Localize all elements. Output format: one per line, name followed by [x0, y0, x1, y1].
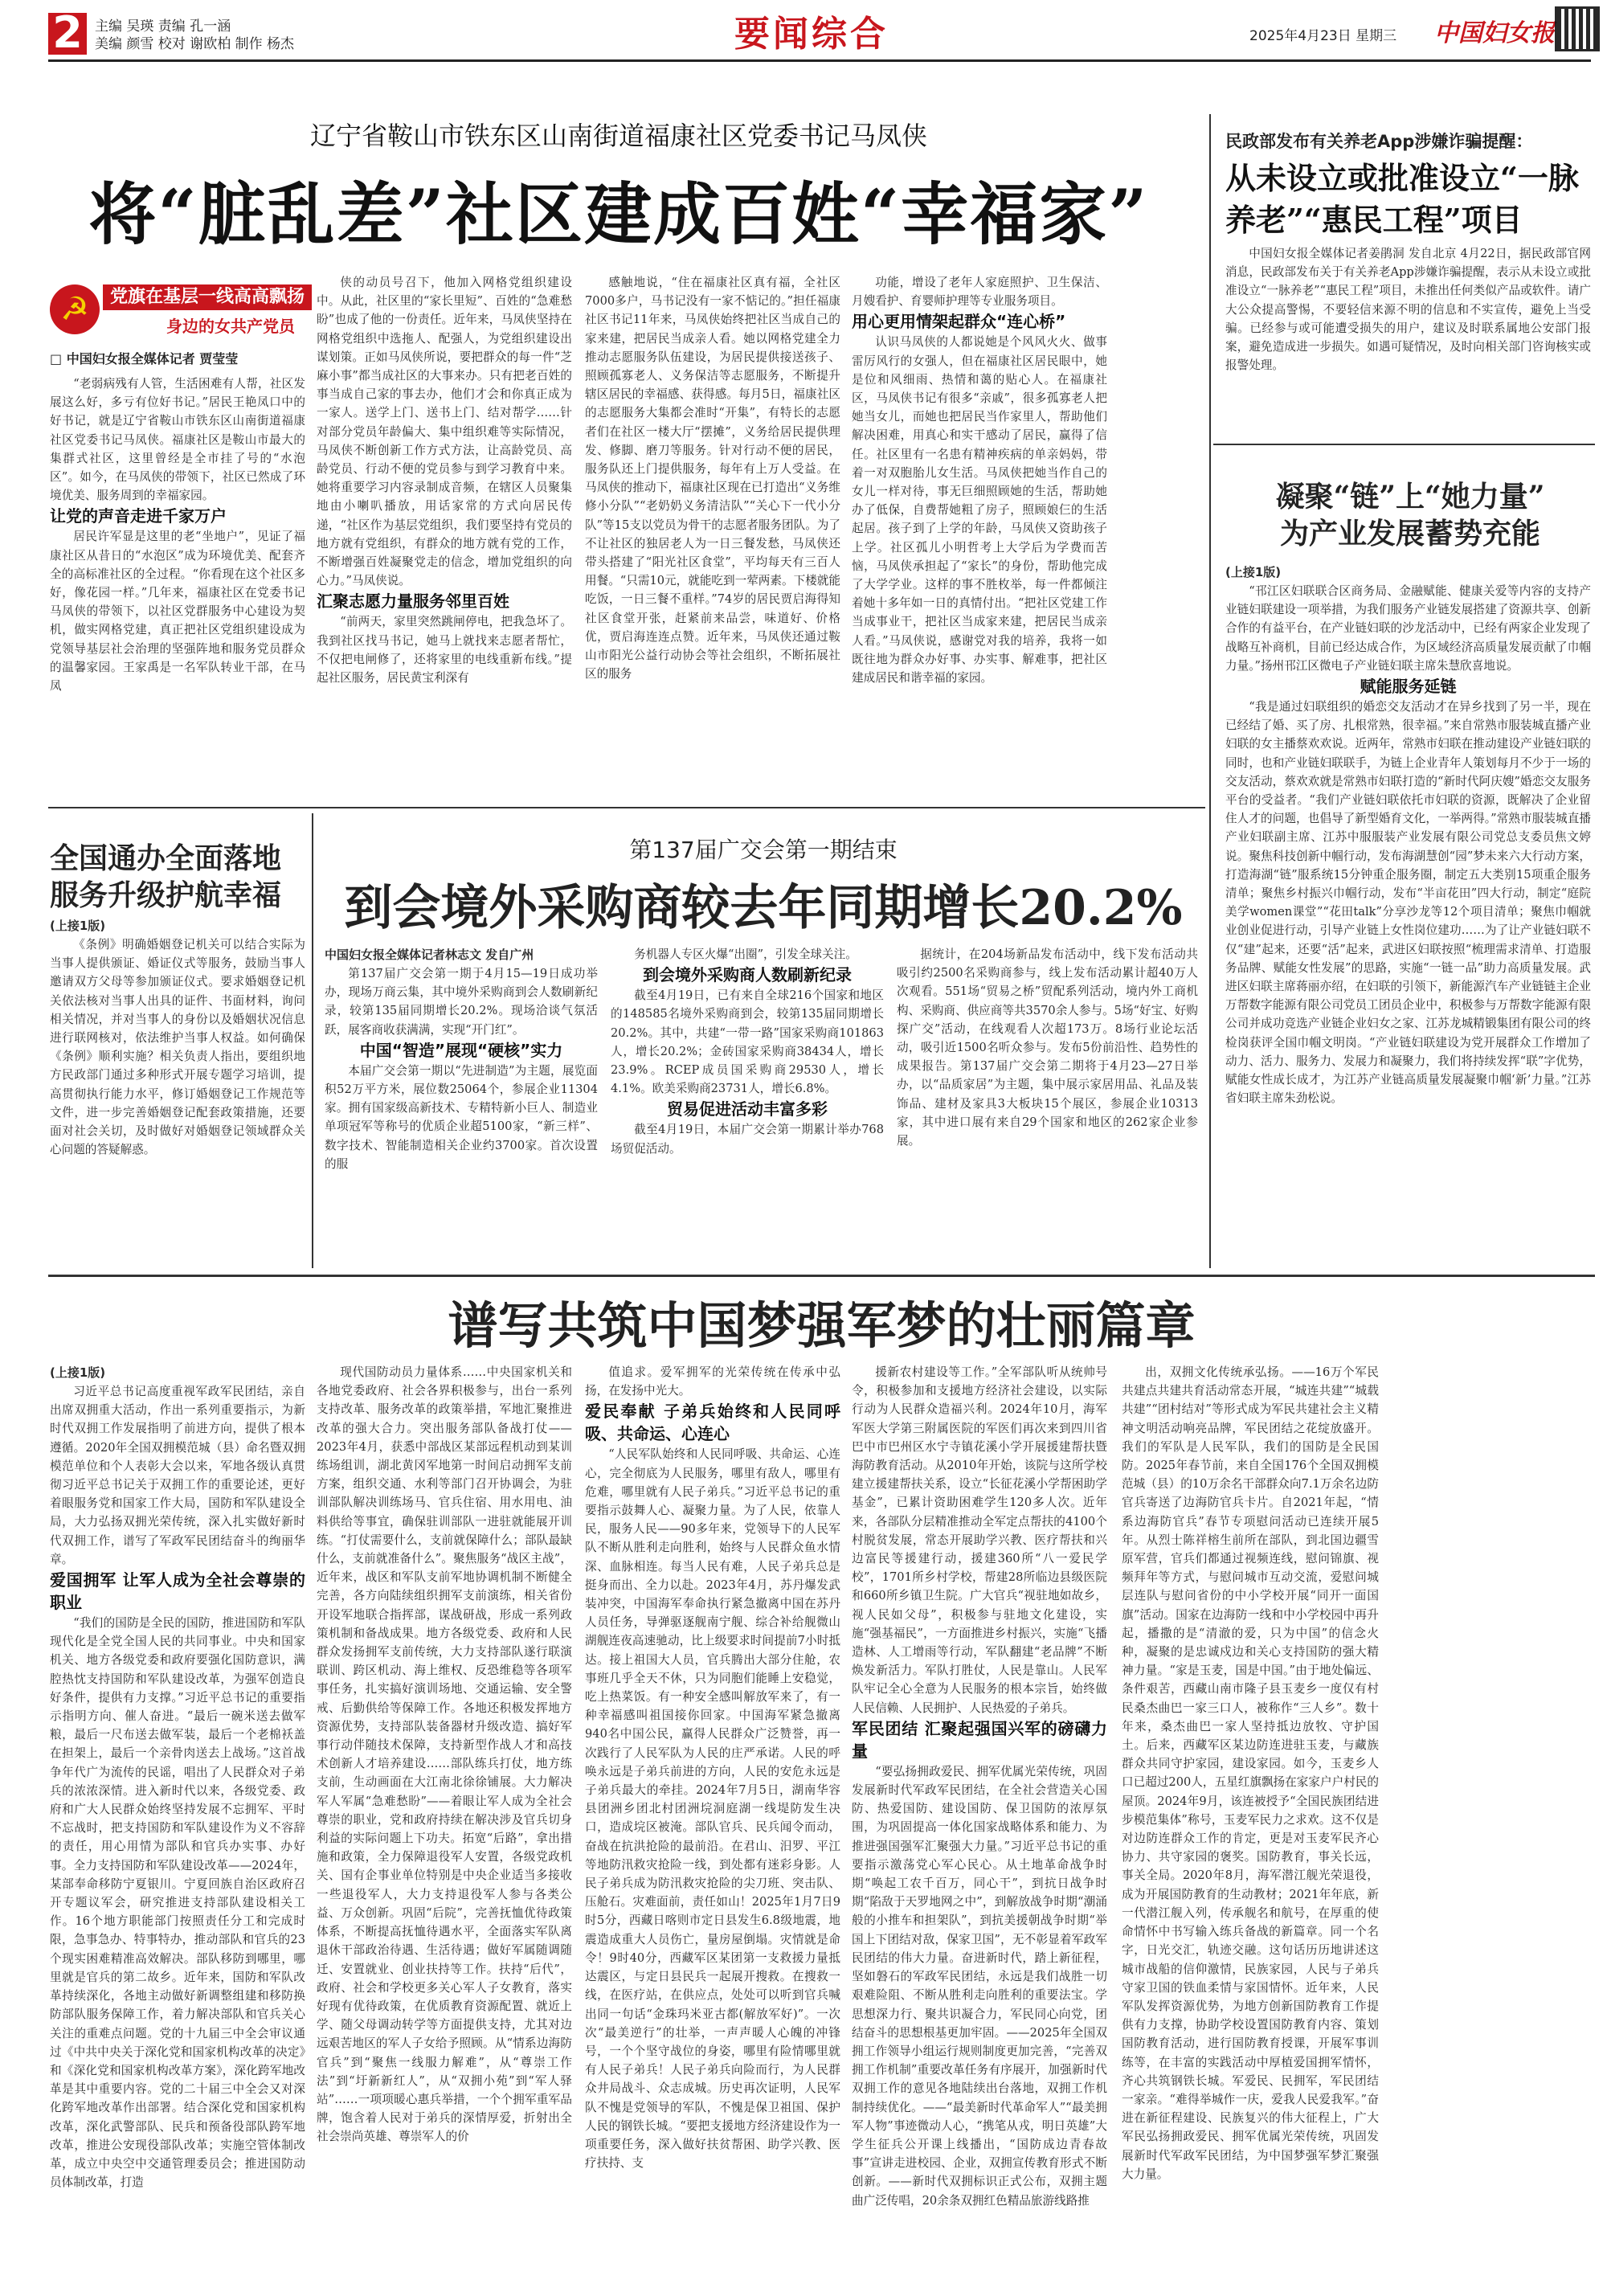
article5-kicker: 第137届广交会第一期结束 [629, 837, 898, 863]
paragraph: 中国妇女报全媒体记者姜鹃洞 发自北京 4月22日，据民政部官网消息，民政部发布关于有关养老App涉嫌诈骗提醒，表示从未设立或批准设立“一脉养老”“惠民工程”项目，未推出任何类似产品或软件。请广大公众提高警惕，不要轻信来源不明的信息和不实宣传，避免上当受骗。已经参与或可能遭受损失的用户，建议及时联系属地公安部门报案，避免造成进一步损失。如遇可疑情况，及时向相关部门咨询核实或报警处理。 [1225, 247, 1591, 373]
article1-byline: □ 中国妇女报全媒体记者 贾莹莹 [50, 351, 239, 366]
masthead-rule [48, 59, 1591, 62]
article6-column-3 [585, 1363, 840, 2287]
paragraph: 第137届广交会第一期于4月15—19日成功举办，现场万商云集，其中境外采购商到会人数刷新纪录，较第135届同期增长20.2%。现场洽谈气氛活跃，展客商收获满满，实现“开门红”。 [325, 967, 598, 1037]
paragraph: 援新农村建设等工作。”全军部队听从统帅号令，积极参加和支援地方经济社会建设，以实际行动为人民群众造福兴利。2024年10月，海军军医大学第三附属医院的军医们再次来到四川省巴中市巴州区水宁寺镇花溪小学开展援建帮扶暨海防教育活动。从2010年开始，该院与这所学校建立援建帮扶关系，设立“长征花溪小学帮困助学基金”，已累计资助困难学生120多人次。近年来，各部队分层精准推动全军定点帮扶的4100个村脱贫发展，常态开展助学兴教、医疗帮扶和兴边富民等援建行动，援建360所“八一爱民学校”，1701所乡村学校，帮建28所临边县级医院和660所乡镇卫生院。广大官兵“视驻地如故乡，视人民如父母”，积极参与驻地文化建设，实施“强基福民”，一方面推进乡村振兴，实施“飞播造林、人工增雨等行动，军队翻建“老品牌”不断焕发新活力。军队打胜仗，人民是靠山。人民军队牢记全心全意为人民服务的根本宗旨，始终做人民信赖、人民拥护、人民热爱的子弟兵。 [852, 1365, 1107, 1715]
page-number: 2 [52, 7, 83, 58]
paragraph: 《条例》明确婚姻登记机关可以结合实际为当事人提供颁证、婚证仪式等服务，鼓励当事人邀请双方父母等参加颁证仪式。要求婚姻登记机关依法核对当事人出具的证件、书面材料，询问相关情况，并对当事人的身份以及婚姻状况信息进行联网核对，依法维护当事人权益。如何确保《条例》顺利实施？相关负责人指出，要组织地方民政部门通过多种形式开展专题学习培训，提高贯彻执行能力水平，修订婚姻登记工作规范等文件，进一步完善婚姻登记配套政策措施，还要面对社会关切，及时做好对婚姻登记领域群众关心问题的答疑解惑。 [50, 938, 305, 1157]
paragraph: 习近平总书记高度重视军政军民团结，亲自出席双拥重大活动，作出一系列重要指示，为新时代双拥工作发展指明了前进方向，提供了根本遵循。2020年全国双拥模范城（县）命名暨双拥模范单位和个人表彰大会以来，军地各级认真贯彻习近平总书记关于双拥工作的重要论述，更好着眼服务党和国家工作大局，国防和军队建设全局，大力弘扬双拥光荣传统，深入扎实做好新时代双拥工作，谱写了军政军民团结奋斗的绚丽华章。 [50, 1385, 305, 1566]
party-emblem-icon: ☭ [50, 284, 100, 334]
subheading: 赋能服务延链 [1360, 677, 1457, 697]
article5-column-1 [325, 945, 598, 1270]
subheading: 到会境外采购商人数刷新纪录 [643, 965, 852, 985]
article4-body [50, 916, 305, 1270]
paragraph: 居民许军显是这里的老“坐地户”，见证了福康社区从昔日的“水泡区”成为环境优美、配套齐全的高标准社区的全过程。“你看现在这个社区多好，像花园一样。”几年来，福康社区在党委书记马凤侠的带领下，以社区党群服务中心建设为契机，做实网格党建，真正把社区党组织建设成为党领导基层社会治理的坚强阵地和服务党员群众的温馨家园。王家禹是一名军队转业干部，在马凤 [50, 530, 305, 694]
paragraph: “我们的国防是全民的国防，推进国防和军队现代化是全党全国人民的共同事业。中央和国家机关、地方各级党委和政府要强化国防意识，满腔热忱支持国防和军队建设改革，为强军创造良好条件，提供有力支撑。”习近平总书记的重要指示指明方向、催人奋进。“最后一碗米送去做军粮，最后一尺布送去做军装，最后一个老棉袄盖在担架上，最后一个亲骨肉送去上战场。”这首战争年代广为流传的民谣，唱出了人民群众对子弟兵的浓浓深情。进入新时代以来，各级党委、政府和广大人民群众始终坚持发展不忘拥军、平时不忘战时，把支持国防和军队建设作为义不容辞的责任，用心用情为部队和官兵办实事、办好事。全力支持国防和军队建设改革——2024年，某部奉命移防宁夏银川。宁夏回族自治区政府召开专题议军会，研究推进支持部队建设相关工作。16个地方职能部门按照责任分工和完成时限，急事急办、特事特办，推动部队和官兵的23个现实困难精准高效解决。部队移防到哪里，哪里就是官兵的第二故乡。近年来，国防和军队改革持续深化，各地主动做好新调整组建和移防换防部队服务保障工作，着力解决部队和官兵关心关注的重难点问题。党的十九届三中全会审议通过《中共中央关于深化党和国家机构改革的决定》和《深化党和国家机构改革方案》，深化跨军地改革是其中重要内容。党的二十届三中全会又对深化跨军地改革作出部署。结合深化党和国家机构改革，深化武警部队、民兵和预备役部队跨军地改革，推进公安现役部队改革；实施空管体制改革，成立中央空中交通管理委员会；推进国防动员体制改革，打造 [50, 1616, 305, 2190]
subheading: 军民团结 汇聚起强国兴军的磅礴力量 [852, 1718, 1107, 1761]
subheading: 爱国拥军 让军人成为全社会尊崇的职业 [50, 1570, 305, 1613]
article6-column-5 [1122, 1363, 1379, 2287]
article1-kicker: 辽宁省鞍山市铁东区山南街道福康社区党委书记马凤侠 [309, 121, 927, 151]
horizontal-rule [1213, 444, 1595, 445]
vertical-rule [312, 813, 313, 1268]
vertical-rule [1209, 114, 1211, 1268]
section-title: 要闻综合 [734, 14, 889, 55]
paragraph: 侠的动员号召下，他加入网格党组织建设中。从此，社区里的“家长里短”、百姓的“急难愁盼”也成了他的一份责任。近年来，马凤侠坚持在网格党组织中选拖人、配强人，为党组织建设出谋划策。正如马凤侠所说，要把群众的每一件“芝麻小事”都当成社区的大事来办。只有把老百姓的事当成自己家的事去办，他们才会和你真正成为一家人。送学上门、送书上门、结对帮学……针对部分党员年龄偏大、集中组织难等实际情况，马凤侠不断创新工作方式方法，让高龄党员、高龄党员、行动不便的党员参与到学习教育中来。她将重要学习内容录制成音频，在辖区人员聚集地由小喇叭播放，用话家常的方式向居民传递，“社区作为基层党组织，我们要坚持有党员的地方就有党组织，有群众的地方就有党的工作，不断增强百姓凝聚党走的信念，增加党组织的向心力。”马凤侠说。 [317, 276, 572, 588]
jump-label: (上接1版) [50, 919, 106, 933]
paragraph: 出，双拥文化传统承弘扬。——16万个军民共建点共建共育活动常态开展，“城连共建”“城载共建”“团村结对”等形式成为军民共建社会主义精神文明活动响亮品牌，军民团结之花绽放盛开。我们的军队是人民军队，我们的国防是全民国防。2025年春节前，来自全国176个全国双拥模范城（县）的10万余名干部群众向7.1万余名边防官兵寄送了边海防官兵卡片。自2021年起，“情系边海防官兵”春节专项慰问活动已连续开展5年。从烈士陈祥榕生前所在部队，到北国边疆雪原军营，官兵们都通过视频连线，慰问锦旗、视频拜年等方式，与慰问城市互动交流，爱慰问城层连队与慰问省份的中小学校开展“同开一面国旗”活动。国家在边海防一线和中小学校园中再升起，播撒的是“清澈的爱，只为中国”的信念火种，凝聚的是忠诚戍边和关心支持国防的强大精神力量。“家是玉麦，国是中国。”由于地处偏远、条件艰苦，西藏山南市隆子县玉麦乡一度仅有村民桑杰曲巴一家三口人，被称作“三人乡”。数十年来，桑杰曲巴一家人坚持抵边放牧、守护国土。后来，西藏军区某边防连进驻玉麦，与藏族群众共同守护家园，建设家园。如今，玉麦乡人口已超过200人，五星红旗飘扬在家家户户村民的屋顶。2024年9月，该连被授予“全国民族团结进步模范集体”称号，玉麦军民力之求欢。这不仅是对边防连群众工作的肯定，更是对玉麦军民齐心协力、共守家园的褒奖。国防教育，事关长远，事关全局。2020年8月，海军潜江舰光荣退役，成为开展国防教育的生动教材；2021年年底，新一代潜江舰入列，传承舰名和航号，在厚重的使命情怀中书写输入练兵备战的新篇章。同一个名字，日光交汇，轨迹交融。这句话历历地讲述这城市战船的信仰激情，民族家园，人民与子弟兵守家卫国的铁血柔情与家国情怀。近年来，人民军队发挥资源优势，为地方创新国防教育工作提供有力支撑，协助学校设置国防教育内容、策划国防教育活动，进行国防教育授课，开展军事训练等，在丰富的实践活动中厚植爱国拥军情怀，齐心共筑钢铁长城。军爱民、民拥军，军民团结一家亲。“难得举城作一庆，爱我人民爱我军。”奋进在新征程建设、民族复兴的伟大征程上，广大军民弘扬拥政爱民、拥军优属光荣传统，巩固发展新时代军政军民团结，为中国梦强军梦汇聚强大力量。 [1122, 1365, 1379, 2181]
subheading: 爱民奉献 子弟兵始终和人民同呼吸、共命运、心连心 [585, 1402, 840, 1444]
editors-line-1: 主编 吴瑛 责编 孔一涵 [95, 18, 231, 35]
article5-headline: 到会境外采购商较去年同期增长20.2% [344, 880, 1183, 936]
article2-headline: 从未设立或批准设立“一脉养老”“惠民工程”项目 [1225, 160, 1579, 238]
paragraph: “我是通过妇联组织的婚恋交友活动才在异乡找到了另一半，现在已经结了婚、买了房、扎根常熟，很幸福。”来自常熟市服装城直播产业妇联的女主播蔡欢欢说。近两年，常熟市妇联在推动建设产业链妇联的同时，也和产业链妇联联手，为链上企业青年人策划每月不少于一场的交友活动，蔡欢欢就是常熟市妇联打造的“新时代阿庆嫂”婚恋交友服务平台的受益者。“我们产业链妇联依托市妇联的资源，既解决了企业留住人才的问题，也倡导了新型婚育文化，一举两得。”常熟市服装城直播产业妇联副主席、江苏中服服装产业发展有限公司党总支委员焦文婷说。聚焦科技创新中帼行动，发布海湖慧创“园”梦未来六大行动方案，打造海湖“链”服系统15分钟重企服务圈，制定五大类别15项重企服务清单；聚焦乡村振兴巾帼行动，发布“半亩花田”四大行动，制定“庭院美学women课堂”“花田talk”分享沙龙等12个项目清单；聚焦巾帼就业创业促进行动，引导产业链上女性岗位建功……为了让产业链妇联不仅“建”起来，还要“活”起来，武进区妇联按照“梳理需求清单、打造服务品牌、赋能女性发展”的思路，实施“一链一品”助力高质量发展。武进区妇联主席蒋丽亦绍，在妇联的引领下，新能源汽车产业链链主企业万帮数字能源有限公司党员工团员企业中，积极参与万帮数字能源有限公司并成功竞选产业链企业妇女之家、江苏龙城精锻集团有限公司的终检岗获评全国巾帼文明岗。“产业链妇联建设为党开展群众工作增加了动力、活力、服务力、发展力和凝聚力，我们将持续发挥“联”字优势，赋能女性成长成才，为江苏产业链高质量发展凝聚巾帼‘新’力量。”江苏省妇联主席朱劲松说。 [1225, 700, 1591, 1106]
article6-column-2 [317, 1363, 572, 2287]
paragraph: 截至4月19日，本届广交会第一期累计举办768场贸促活动。 [611, 1123, 884, 1156]
paragraph: “人民军队始终和人民同呼吸、共命运、心连心，完全彻底为人民服务，哪里有敌人，哪里有危难，哪里就有人民子弟兵。”习近平总书记的重要指示鼓舞人心、凝聚力量。为了人民，依靠人民，服务人民——90多年来，党领导下的人民军队不断从胜利走向胜利，始终与人民群众鱼水情深、血脉相连。每当人民有难，人民子弟兵总是挺身而出、全力以赴。2023年4月，苏丹爆发武装冲突，中国海军奉命执行紧急撤离中国在苏丹人员任务，导弹驱逐舰南宁舰、综合补给舰微山湖舰连夜高速驰动，比上级要求时间提前7小时抵达。接上祖国大人员，官兵腾出大部分住舱，农事班几乎全天不休，只为同胞们能睡上安稳觉，吃上热菜饭。有一种安全感叫解放军来了，有一种幸福感叫祖国接你回家。中国海军紧急撤离940名中国公民，赢得人民群众广泛赞誉，再一次践行了人民军队为人民的庄严承诺。人民的呼唤永远是子弟兵前进的方向，人民的安危永远是子弟兵最大的牵挂。2024年7月5日，湖南华容县团洲乡团北村团洲垸洞庭湖一线堤防发生决口，造成垸区被淹。部队官兵、民兵闻令而动，奋战在抗洪抢险的最前沿。在君山、汨罗、平江等地防汛救灾抢险一线，到处都有迷彩身影。人民子弟兵成为防汛救灾抢险的尖刀班、突击队、压舱石。灾难面前，责任如山！2025年1月7日9时5分，西藏日喀则市定日县发生6.8级地震，地震造成重大人员伤亡，量房屋倒塌。灾情就是命令！9时40分，西藏军区某团第一支救援力量抵达震区，与定日县民兵一起展开搜救。在搜救一线，在医疗站，在供应点，处处可以听到官兵喊出同一句话“金珠玛米亚古都(解放军好)”。一次次“最美逆行”的壮举，一声声暖人心魄的冲锋号，一个个坚守战位的身姿，哪里有险情哪里就有人民子弟兵！人民子弟兵向险而行，为人民群众井局战斗、众志成城。历史再次证明，人民军队不愧是党领导的军队，不愧是保卫祖国、保护人民的钢铁长城。“要把支援地方经济建设作为一项重要任务，深入做好扶贫帮困、助学兴教、医疗扶持、支 [585, 1447, 840, 2171]
subheading: 用心更用情架起群众“连心桥” [852, 312, 1066, 332]
badge-subtitle: 身边的女共产党员 [166, 317, 295, 336]
article6-column-1 [50, 1363, 305, 2287]
paragraph: “老弱病残有人管，生活困难有人帮，社区发展这么好，多亏有位好书记。”居民王艳凤口中的好书记，就是辽宁省鞍山市铁东区山南街道福康社区党委书记马凤侠。福康社区是鞍山市最大的集群式社区，这里曾经是全市挂了号的“水泡区”。如今，在马凤侠的带领下，社区已然成了环境优美、服务周到的幸福家园。 [50, 377, 305, 503]
paragraph: 感触地说，“住在福康社区真有福，全社区7000多户，马书记没有一家不惦记的。”担任福康社区书记11年来，马凤侠始终把社区当成自己的家来建，把居民当成亲人看。她以网格党建全力推动志愿服务队伍建设，为居民提供接送孩子、照顾孤寡老人、义务保洁等志愿服务，不断提升辖区居民的幸福感、获得感。每月5日，福康社区的志愿服务大集都会准时“开集”，有特长的志愿者们在社区一楼大厅“摆摊”，义务给居民提供理发、修脚、磨刀等服务。针对行动不便的居民，服务队还上门提供服务，每年有上万人受益。在马凤侠的推动下，福康社区现在已打造出“义务维修小分队”“老奶奶义务清洁队”“关心下一代小分队”等15支以党员为骨干的志愿者服务团队。为了不让社区的独居老人为一日三餐发愁，马凤侠还带头搭建了“阳光社区食堂”，平均每天有三百人用餐。“只需10元，就能吃到一荤两素。下楼就能吃饭，一日三餐不重样。”74岁的居民贾启海得知社区食堂开张，赶紧前来品尝，味道好、价格优，贾启海连连点赞。近年来，马凤侠还通过鞍山市阳光公益行动协会等社会组织，不断拓展社区的服务 [585, 276, 840, 681]
subheading: 贸易促进活动丰富多彩 [667, 1099, 828, 1119]
article6-column-4 [852, 1363, 1107, 2287]
paragraph: “前两天，家里突然跳闸停电，把我急坏了。我到社区找马书记，她马上就找来志愿者帮忙，不仅把电闸修了，还将家里的电线重新布线。”提起社区服务，居民黄宝利深有 [317, 615, 572, 686]
article3-headline-line-2: 为产业发展蓄势充能 [1279, 517, 1540, 550]
subheading: 汇聚志愿力量服务邻里百姓 [317, 591, 509, 612]
paragraph: 功能，增设了老年人家庭照护、卫生保洁、月嫂看护、育婴师护理等专业服务项目。 [852, 276, 1107, 309]
paragraph: 现代国防动员力量体系……中央国家机关和各地党委政府、社会各界积极参与，出台一系列支持改革、服务改革的政策举措，军地汇聚推进改革的强大合力。突出服务部队备战打仗——2023年4月，获悉中部战区某部远程机动到某训练场组训，湖北黄冈军地第一时间启动拥军支前方案，组织交通、水利等部门召开协调会，为驻训部队解决训练场马、官兵住宿、用水用电、油料供给等事宜，确保驻训部队一进驻就能展开训练。“打仗需要什么，支前就保障什么；部队最缺什么，支前就准备什么”。聚焦服务“战区主战”，近年来，战区和军队支前军地协调机制不断健全完善，各方向陆续组织拥军支前演练，相关省份开设军地联合指挥部，谋战研战，形成一系列政策机制和备战成果。地方各级党委、政府和人民群众发扬拥军支前传统，大力支持部队遂行联演联训、跨区机动、海上维权、反恐维稳等各项军事任务，扎实搞好演训场地、交通运输、安全警戒、后勤供给等保障工作。各地还积极发挥地方资源优势，支持部队装备器材升级改造、搞好军事行动伴随技术保障，支持新型作战人才和高技术创新人才培养建设……部队练兵打仗，地方练支前，生动画面在大江南北徐徐铺展。大力解决军人军属“急难愁盼”——着眼让军人成为全社会尊崇的职业，党和政府持续在解决涉及官兵切身利益的实际问题上下功夫。拓宽“后路”，拿出措施和政策，全力保障退役军人安置，各级党政机关、国有企事业单位特别是中央企业适当多接收一些退役军人，大力支持退役军人参与各类公益、万众创新。巩固“后院”，完善抚恤优待政策体系，不断提高抚恤待遇水平，全面落实军队离退休干部政治待遇、生活待遇；做好军属随调随迁、安置就业、创业扶持等工作。扶持“后代”，政府、社会和学校更多关心军人子女教育，落实好现有优待政策，在优质教育资源配置、就近上学、随父母调动转学等方面提供支持，尤其对边远艰苦地区的军人子女给予照顾。从“情系边海防官兵”到“聚焦一线服力解难”，从“尊崇工作法”到“圩新新红人”，从“双拥小苑”到“军人驿站”……一项项暖心惠兵举措，一个个拥军重军品牌，饱含着人民对于弟兵的深情厚爱，折射出全社会崇尚英雄、尊崇军人的价 [317, 1365, 572, 2144]
article3-body [1225, 563, 1591, 1268]
paragraph: 截至4月19日，已有来自全球216个国家和地区的148585名境外采购商到会，较第135届同期增长20.2%。其中，共建“一带一路”国家采购商101863人，增长20.2%；金砖国家采购商38434人，增长23.9%。RCEP成员国采购商29530人，增长4.1%。欧美采购商23731人，增长6.8%。 [611, 988, 884, 1096]
article5-column-3 [897, 945, 1198, 1270]
paragraph: “要弘扬拥政爱民、拥军优属光荣传统，巩固发展新时代军政军民团结，在全社会营造关心国防、热爱国防、建设国防、保卫国防的浓厚氛围，为巩固提高一体化国家战略体系和能力、为推进强国强军汇聚强大力量。”习近平总书记的重要指示激荡党心军心民心。从土地革命战争时期“唤起工农千百万，同心干”，到抗日战争时期“陷敌于天罗地网之中”，到解放战争时期“潮涌般的小推车和担架队”，到抗美援朝战争时期“举国上下团结对敌，保家卫国”，无不彰显着军政军民团结的伟大力量。奋进新时代，踏上新征程，坚如磐石的军政军民团结，永远是我们战胜一切艰难险阻、不断从胜利走向胜利的重要法宝。学思想深力行、聚共识凝合力，军民同心向党，团结奋斗的思想根基更加牢固。——2025年全国双拥工作领导小组运行规则制度更加完善，“完善双拥工作机制”重要改革任务有序展开，加强新时代双拥工作的意见各地陆续出台落地，双拥工作机制持续优化。——“最美新时代革命军人”“最美拥军人物”事迹微动人心，“携笔从戎，明日英雄”大学生征兵公开课上线播出，“国防成边青春故事”宣讲走进校园、企业，双拥宣传教育形式不断创新。——新时代双拥标识正式公布，双拥主题曲广泛传唱，20余条双拥红色精品旅游线路推 [852, 1764, 1107, 2208]
article2-kicker: 民政部发布有关养老App涉嫌诈骗提醒： [1225, 132, 1533, 151]
issue-date: 2025年4月23日 星期三 [1249, 28, 1397, 44]
article6-headline: 谱写共筑中国梦强军梦的壮丽篇章 [448, 1296, 1196, 1355]
article4-headline-line-2: 服务升级护航幸福 [50, 878, 282, 912]
paragraph: “邗江区妇联联合区商务局、金融赋能、健康关爱等内容的支持产业链妇联建设一项举措，为我们服务产业链发展搭建了资源共享、创新合作的有益平台，在产业链妇联的沙龙活动中，已经有两家企业发现了战略互补商机，目前已经达成合作，为区域经济高质量发展贡献了巾帼力量。”扬州邗江区微电子产业链妇联主席朱慧欣喜地说。 [1225, 584, 1591, 673]
jump-label: (上接1版) [50, 1365, 106, 1380]
article3-headline-line-1: 凝聚“链”上“她力量” [1275, 480, 1545, 514]
article1-column-3 [585, 273, 840, 749]
editors-line-2: 美编 颜雪 校对 谢欧柏 制作 杨杰 [95, 36, 295, 52]
subheading: 中国“智造”展现“硬核”实力 [359, 1040, 563, 1060]
paragraph: 认识马凤侠的人都说她是个风风火火、做事雷厉风行的女强人，但在福康社区居民眼中，她是位和风细雨、热情和蔼的贴心人。在福康社区，马凤侠书记有很多“亲戚”，很多孤寡老人把她当女儿，而她也把居民当作家里人，帮助他们解决困难，用真心和实干感动了居民，赢得了信任。社区里有一名患有精神疾病的单亲妈妈，带着一对双胞胎儿女生活。马凤侠把她当作自己的女儿一样对待，事无巨细照顾她的生活，帮助她办了低保，自费帮她粗了房子，照顾娘仨的生活起居。孩子到了上学的年龄，马凤侠又资助孩子上学。社区孤儿小明哲考上大学后为学费而苦恼，马凤侠承担起了“家长”的身份，帮助他完成了大学学业。这样的事不胜枚举，每一件都倾注着她十多年如一日的真情付出。“把社区党建工作当成事业干，把社区当成家来建，把居民当成亲人看。”马凤侠说，感谢党对我的培养，我将一如既往地为群众办好事、办实事、解难事，把社区建成居民和谐幸福的家园。 [852, 335, 1107, 686]
article1-headline: 将“脏乱差”社区建成百姓“幸福家” [88, 174, 1149, 254]
badge-title: 党旗在基层一线高高飘扬 [103, 284, 312, 310]
horizontal-rule [48, 1275, 1595, 1277]
paragraph: 务机器人专区火爆“出圈”，引发全球关注。 [634, 947, 857, 961]
article1-badge [50, 281, 307, 341]
paragraph: 值追求。爱军拥军的光荣传统在传承中弘扬，在发扬中光大。 [585, 1365, 840, 1398]
article5-column-2 [611, 945, 884, 1270]
article4-headline-line-1: 全国通办全面落地 [50, 841, 282, 875]
article1-column-2 [317, 273, 572, 749]
article1-column-4 [852, 273, 1107, 749]
qr-code-icon [1555, 6, 1600, 51]
subheading: 让党的声音走进千家万户 [50, 506, 227, 526]
article2-body [1225, 244, 1591, 429]
byline: 中国妇女报全媒体记者林志文 发自广州 [325, 947, 534, 962]
paragraph: 本届广交会第一期以“先进制造”为主题，展览面积52万平方米，展位数25064个，参展企业11304家。拥有国家级高新技术、专精特新小巨人、制造业单项冠军等称号的优质企业超5100家，“新三样”、数字技术、智能制造相关企业约3700家。首次设置的服 [325, 1063, 598, 1171]
article1-column-1 [50, 374, 305, 749]
horizontal-rule [48, 807, 1205, 808]
paragraph: 据统计，在204场新品发布活动中，线下发布活动共吸引约2500名采购商参与，线上发布活动累计超40万人次观看。551场“贸易之桥”贸配系列活动，境内外工商机构、采购商、供应商等共3570余人参与。5场“好宝、好购探广交”活动，在线观看人次超173万。8场行业论坛活动，吸引近1500名听众参与。发布5份前沿性、趋势性的成果报告。第137届广交会第二期将于4月23—27日举办，以“品质家居”为主题，集中展示家居用品、礼品及装饰品、建材及家具3大板块15个展区，参展企业10313家，其中进口展有来自29个国家和地区的262家企业参展。 [897, 947, 1198, 1148]
jump-label: (上接1版) [1225, 565, 1282, 579]
paper-name: 中国妇女报 [1434, 19, 1555, 47]
